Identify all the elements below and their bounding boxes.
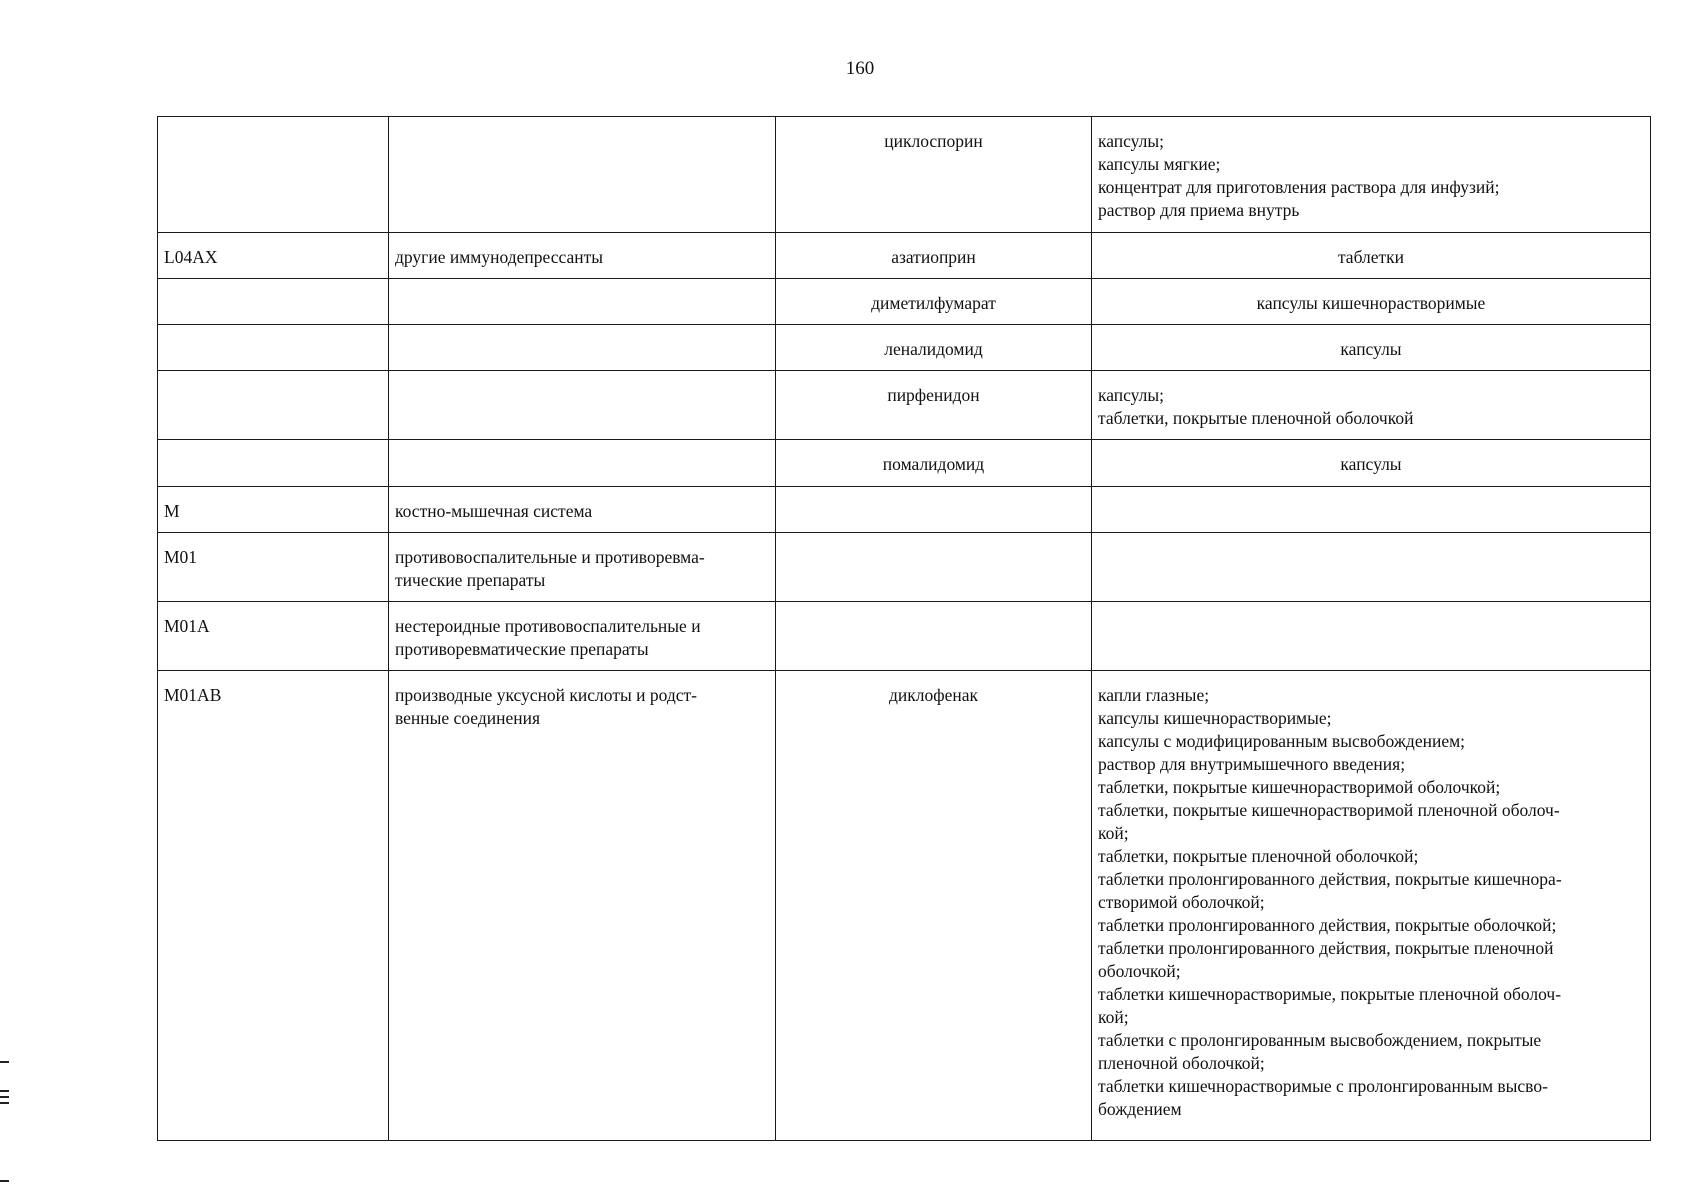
atc-group-cell: другие иммунодепрессанты [389,233,776,279]
dosage-form-line: таблетки, покрытые пленочной оболочкой; [1098,846,1419,866]
scan-margin-mark [0,1180,9,1182]
drug-name-cell: диклофенак [776,671,1092,1141]
atc-group-cell [389,440,776,487]
atc-code-cell [158,440,389,487]
dosage-form-cell [1092,487,1651,533]
dosage-form-line: бождением [1098,1099,1182,1119]
drug-name-cell [776,602,1092,671]
dosage-form-line: створимой оболочкой; [1098,892,1265,912]
dosage-form-line: раствор для приема внутрь [1098,200,1300,220]
drug-name-cell: азатиоприн [776,233,1092,279]
dosage-form-line: кой; [1098,1007,1129,1027]
dosage-form-line: таблетки кишечнорастворимые с пролонгированным высво- [1098,1076,1548,1096]
dosage-form-line: капсулы; [1098,385,1165,405]
table-row [158,487,1651,533]
dosage-form-line: капсулы с модифицированным высвобождением; [1098,731,1466,751]
dosage-form-line: таблетки, покрытые пленочной оболочкой [1098,408,1414,428]
table-row [158,279,1651,325]
dosage-form-cell [1092,279,1651,325]
drug-name-cell [776,533,1092,602]
atc-group-cell: костно-мышечная система [389,487,776,533]
dosage-form-cell [1092,602,1651,671]
table-row [158,117,1651,233]
dosage-form-line: капсулы мягкие; [1098,154,1221,174]
dosage-form-line: кой; [1098,823,1129,843]
dosage-form-line: таблетки с пролонгированным высвобождением, покрытые [1098,1030,1542,1050]
atc-code-cell [158,371,389,440]
dosage-form-line: концентрат для приготовления раствора для инфузий; [1098,177,1500,197]
atc-code-cell [158,279,389,325]
dosage-form-line: капли глазные; [1098,685,1210,705]
atc-code-cell: L04AX [158,233,389,279]
drug-table [157,116,1651,1141]
table-row [158,671,1651,1141]
table-row [158,533,1651,602]
atc-group-cell: производные уксусной кислоты и родст- венные соединения [389,671,776,1141]
dosage-form-line: капсулы кишечнорастворимые; [1098,708,1332,728]
table-row [158,440,1651,487]
table-row [158,371,1651,440]
page-number: 160 [845,58,875,79]
dosage-form-cell [1092,533,1651,602]
dosage-form-cell [1092,117,1651,233]
dosage-form-line: капсулы; [1098,131,1165,151]
dosage-form-cell [1092,325,1651,371]
table-row [158,233,1651,279]
dosage-form-line: оболочкой; [1098,961,1181,981]
atc-group-cell: противовоспалительные и противоревма- тические препараты [389,533,776,602]
atc-group-cell [389,325,776,371]
dosage-form-line: таблетки кишечнорастворимые, покрытые пленочной оболоч- [1098,984,1562,1004]
atc-group-cell: нестероидные противовоспалительные и противоревматические препараты [389,602,776,671]
drug-name-cell [776,487,1092,533]
drug-name-cell: помалидомид [776,440,1092,487]
atc-code-cell [158,325,389,371]
dosage-form-line: таблетки пролонгированного действия, покрытые кишечнора- [1098,869,1562,889]
atc-group-cell [389,117,776,233]
dosage-form-line: капсулы кишечнорастворимые [1256,293,1486,313]
atc-group-cell [389,279,776,325]
dosage-form-line: таблетки пролонгированного действия, покрытые пленочной [1098,938,1554,958]
atc-code-cell: M01A [158,602,389,671]
atc-code-cell: M [158,487,389,533]
dosage-form-cell [1092,440,1651,487]
dosage-form-cell [1092,371,1651,440]
dosage-form-line: таблетки [1337,247,1405,267]
drug-name-cell: диметилфумарат [776,279,1092,325]
dosage-form-line: таблетки, покрытые кишечнорастворимой оболочкой; [1098,777,1501,797]
atc-code-cell: M01 [158,533,389,602]
drug-name-cell: леналидомид [776,325,1092,371]
dosage-form-cell [1092,671,1651,1141]
dosage-form-line: таблетки, покрытые кишечнорастворимой пленочной оболоч- [1098,800,1560,820]
scan-margin-mark [0,1090,9,1092]
scan-margin-mark [0,1061,9,1063]
dosage-form-line: капсулы [1340,454,1402,474]
dosage-form-cell [1092,233,1651,279]
table-row [158,325,1651,371]
table-row [158,602,1651,671]
drug-name-cell: циклоспорин [776,117,1092,233]
dosage-form-line: пленочной оболочкой; [1098,1053,1265,1073]
atc-code-cell: M01AB [158,671,389,1141]
atc-code-cell [158,117,389,233]
scan-margin-mark [0,1102,9,1104]
dosage-form-line: раствор для внутримышечного введения; [1098,754,1406,774]
scan-margin-mark [0,1096,9,1098]
dosage-form-line: капсулы [1340,339,1402,359]
dosage-form-line: таблетки пролонгированного действия, покрытые оболочкой; [1098,915,1557,935]
drug-name-cell: пирфенидон [776,371,1092,440]
atc-group-cell [389,371,776,440]
